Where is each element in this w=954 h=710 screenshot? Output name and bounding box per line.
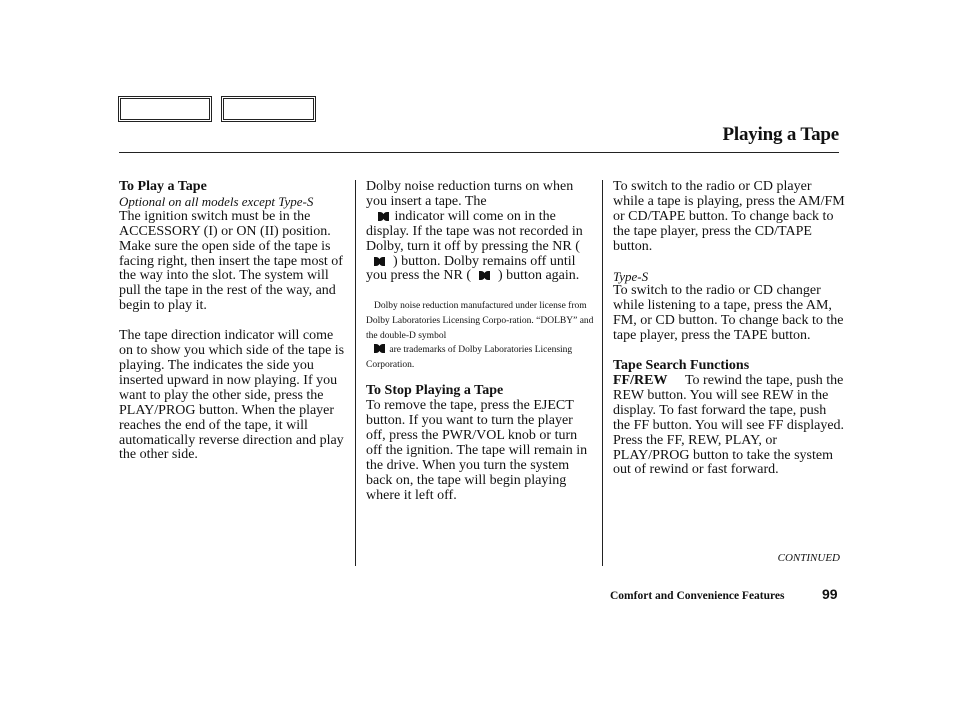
column-divider-1	[355, 180, 356, 566]
ff-rew-label: FF/REW	[613, 372, 668, 388]
fine-text-b: are trademarks of Dolby Laboratories Licensing Corporation.	[366, 345, 573, 370]
ff-rew-text: To rewind the tape, push the REW button. You will see REW in the display. To fast forward the tape, push the FF button. You will see FF displayed. Press the FF, REW, PLAY, or PLAY/PROG button to take the system out of rewind or fast forward.	[613, 372, 845, 478]
model-label-type-s: Type-S	[613, 268, 649, 284]
paragraph-switch-radio: To switch to the radio or CD player while a tape is playing, press the AM/FM or CD/TAPE button. To change back to the tape player, press the CD/TAPE button.	[613, 179, 845, 254]
dolby-double-d-icon	[374, 344, 385, 352]
dolby-trademark-note	[366, 299, 594, 372]
dolby-double-d-icon	[378, 212, 389, 220]
dolby-double-d-icon	[479, 271, 490, 279]
paragraph-dolby	[366, 180, 594, 284]
optional-note: Optional on all models except Type-S	[119, 193, 314, 209]
continued-label: CONTINUED	[777, 552, 840, 564]
paragraph-ff-rew	[613, 374, 845, 478]
column-1	[119, 180, 347, 463]
paragraph-switch-radio-type-s: To switch to the radio or CD changer while listening to a tape, press the AM, FM, or CD button. To change back to the tape player, press the TAPE button.	[613, 283, 844, 344]
column-2	[366, 180, 594, 504]
paragraph-insert-tape: The ignition switch must be in the ACCESSORY (I) or ON (II) position. Make sure the open side of the tape is facing right, then insert the tape most of the way into the slot. The system will pull the tape in the rest of the way, and begin to play it.	[119, 208, 343, 314]
title-rule	[119, 152, 839, 153]
footer-section-title: Comfort and Convenience Features	[610, 590, 785, 602]
heading-tape-search: Tape Search Functions	[613, 358, 750, 374]
page-title: Playing a Tape	[722, 124, 839, 145]
nav-tab-1[interactable]	[118, 96, 212, 122]
dolby-double-d-icon	[374, 257, 385, 265]
dolby-text-a: Dolby noise reduction turns on when you insert a tape. The	[366, 179, 574, 209]
heading-play-tape: To Play a Tape	[119, 179, 207, 194]
dolby-text-b: indicator will come on in the display. If the tape was not recorded in Dolby, turn it off by pressing the NR (	[366, 208, 583, 254]
dolby-text-d: ) button again.	[498, 268, 580, 284]
paragraph-direction-indicator: The tape direction indicator will come on to show you which side of the tape is playing. The indicates the side you inserted upward in now playing. If you want to play the other side, press the PLAY/PROG button. When the player reaches the end of the tape, it will automatically reverse direction and play the other side.	[119, 328, 345, 463]
fine-text-a: Dolby noise reduction manufactured under license from Dolby Laboratories Licensing Corpo-ration. “DOLBY” and the double-D symbol	[366, 301, 594, 341]
heading-stop-tape: To Stop Playing a Tape	[366, 383, 504, 399]
nav-tab-2[interactable]	[221, 96, 316, 122]
dolby-text-c: ) button. Dolby remains off until you press the NR (	[366, 253, 576, 284]
column-divider-2	[602, 180, 603, 566]
page-number: 99	[822, 586, 838, 602]
column-3	[613, 180, 845, 478]
paragraph-eject: To remove the tape, press the EJECT button. If you want to turn the player off, press the PWR/VOL knob or turn off the ignition. The tape will remain in the drive. When you turn the system back on, the tape will begin playing where it left off.	[366, 398, 588, 503]
